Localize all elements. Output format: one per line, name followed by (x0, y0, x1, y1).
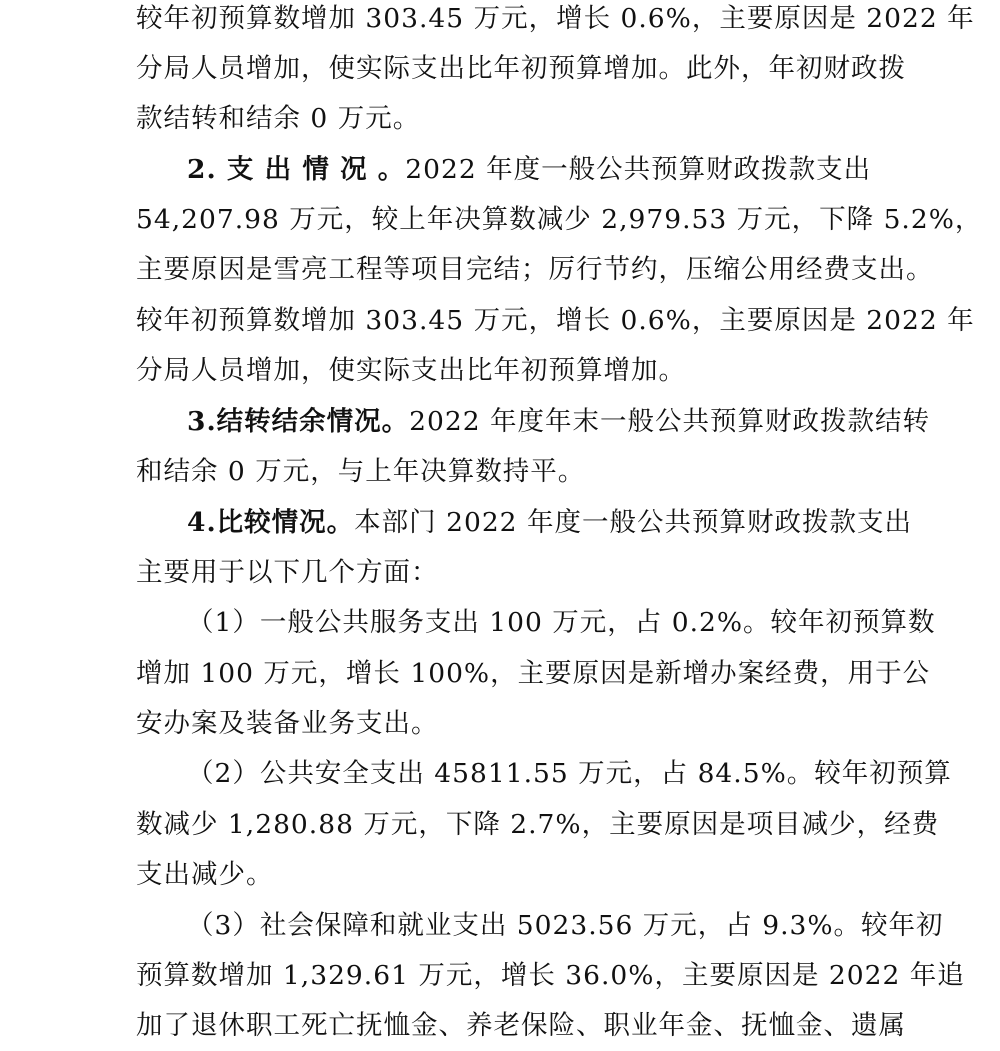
paragraph-line: 较年初预算数增加 303.45 万元，增长 0.6%，主要原因是 2022 年 (136, 3, 975, 34)
section-4-heading-line (187, 498, 912, 548)
paragraph-line: 数减少 1,280.88 万元，下降 2.7%，主要原因是项目减少，经费 (136, 809, 940, 840)
paragraph-line: 增加 100 万元，增长 100%，主要原因是新增办案经费，用于公 (136, 658, 931, 689)
paragraph-line: 54,207.98 万元，较上年决算数减少 2,979.53 万元，下降 5.2%， (136, 204, 983, 235)
section-text: 本部门 2022 年度一般公共预算财政拨款支出 (354, 507, 912, 538)
section-heading: 4.比较情况。 (187, 507, 355, 538)
paragraph-line: 主要用于以下几个方面： (136, 557, 439, 588)
paragraph-line: 和结余 0 万元，与上年决算数持平。 (136, 456, 586, 487)
section-text: 2022 年度一般公共预算财政拨款支出 (405, 154, 872, 185)
paragraph-line: 款结转和结余 0 万元。 (136, 103, 421, 134)
paragraph-line: 分局人员增加，使实际支出比年初预算增加。 (136, 355, 686, 386)
paragraph-line: 支出减少。 (136, 859, 274, 890)
list-item-line: （1）一般公共服务支出 100 万元，占 0.2%。较年初预算数 (187, 607, 936, 638)
paragraph-line: 分局人员增加，使实际支出比年初预算增加。此外，年初财政拨 (136, 53, 906, 84)
paragraph-line: 加了退休职工死亡抚恤金、养老保险、职业年金、抚恤金、遗属 (136, 1010, 906, 1041)
list-item-line: （3）社会保障和就业支出 5023.56 万元，占 9.3%。较年初 (187, 910, 944, 941)
paragraph-line: 主要原因是雪亮工程等项目完结；厉行节约，压缩公用经费支出。 (136, 254, 934, 285)
paragraph-line: 预算数增加 1,329.61 万元，增长 36.0%，主要原因是 2022 年追 (136, 960, 965, 991)
section-text: 2022 年度年末一般公共预算财政拨款结转 (409, 406, 931, 437)
paragraph-line: 安办案及装备业务支出。 (136, 708, 439, 739)
section-heading: 2. 支 出 情 况 。 (187, 154, 406, 185)
list-item-line: （2）公共安全支出 45811.55 万元，占 84.5%。较年初预算 (187, 758, 952, 789)
paragraph-line: 较年初预算数增加 303.45 万元，增长 0.6%，主要原因是 2022 年 (136, 305, 975, 336)
section-2-heading-line (187, 145, 871, 195)
section-3-heading-line (187, 397, 930, 447)
section-heading: 3.结转结余情况。 (187, 406, 410, 437)
